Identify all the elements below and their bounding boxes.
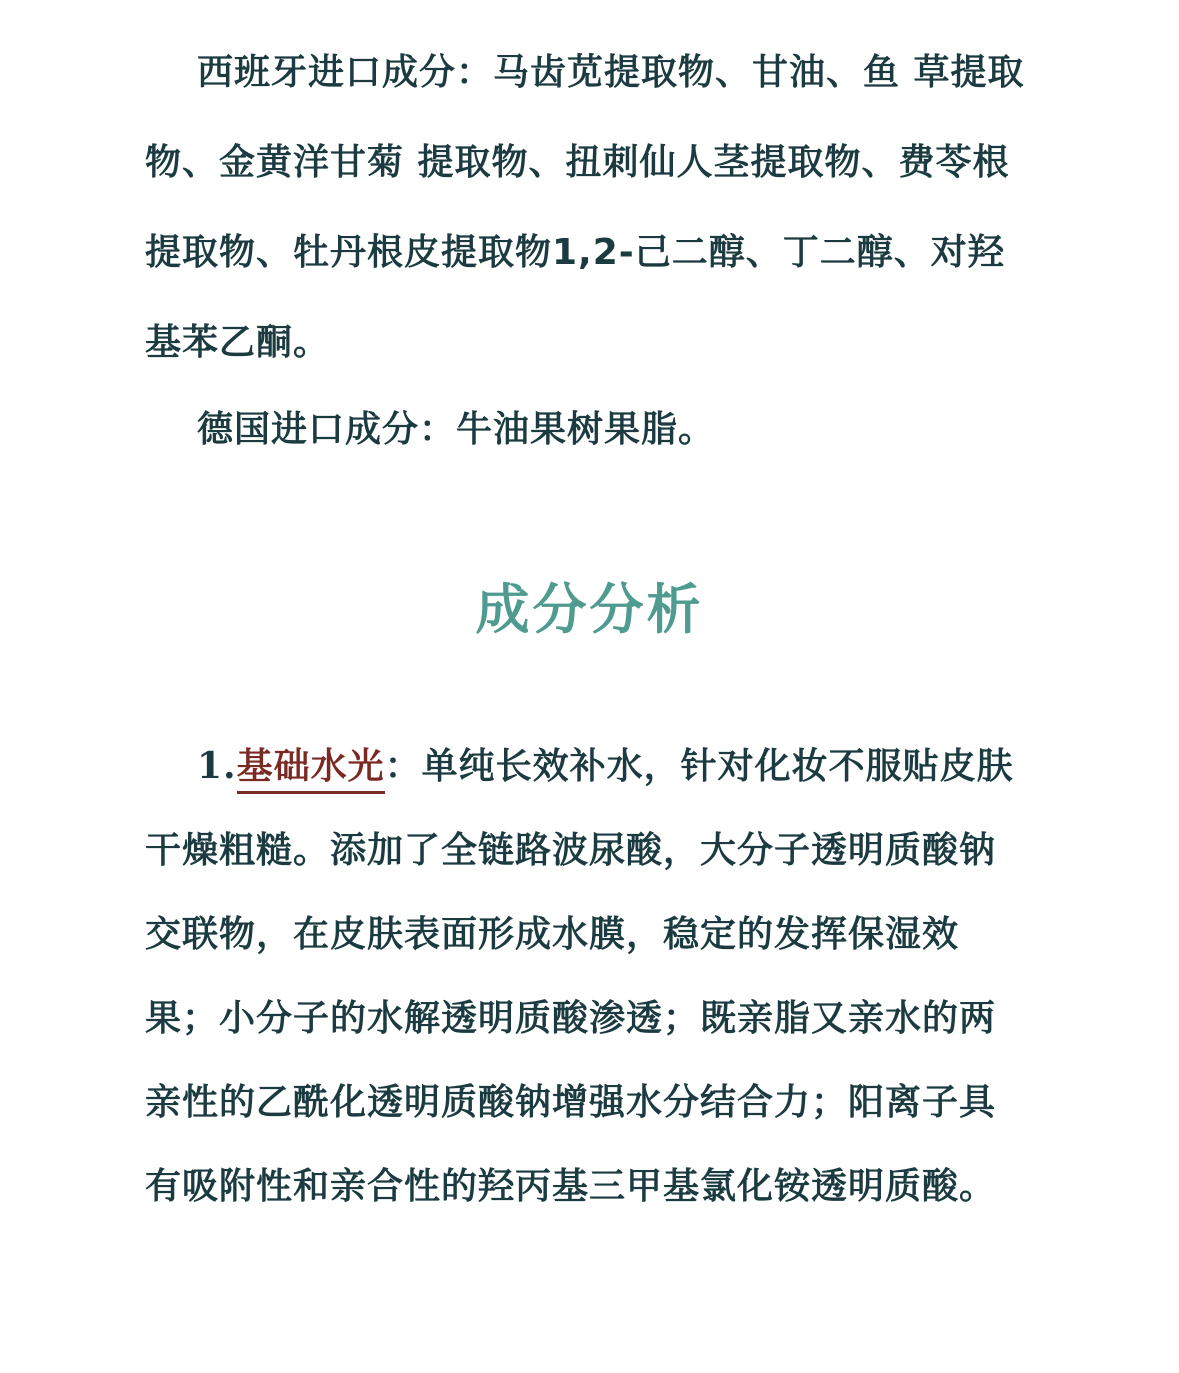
germany-ingredients-paragraph: 德国进口成分：牛油果树果脂。 — [197, 409, 716, 450]
item-body-text: 单纯长效补水，针对化妆不服贴皮肤干燥粗糙。添加了全链路波尿酸，大分子透明质酸钠交联物，在皮肤表面形成水膜，稳定的发挥保湿效果；小分子的水解透明质酸渗透；既亲脂又亲水的两亲性的乙酰化透明质酸钠增强水分结合力；阳离子具有吸附性和亲合性的羟丙基三甲基氯化铵透明质酸。 — [145, 746, 1014, 1207]
analysis-item-1 — [145, 724, 1025, 1229]
spain-ingredients-paragraph: 西班牙进口成分：马齿苋提取物、甘油、鱼 草提取物、金黄洋甘菊 提取物、扭刺仙人茎提取物、费苓根提取物、牡丹根皮提取物1,2-己二醇、丁二醇、对羟基苯乙酮。 — [145, 52, 1025, 363]
ingredients-section — [145, 28, 1025, 472]
section-title: 成分分析 — [475, 578, 704, 641]
item-number: 1. — [197, 745, 237, 787]
item-heading-highlight: 基础水光 — [237, 746, 385, 794]
analysis-item-1-paragraph — [145, 724, 1025, 1229]
item-heading-colon: ： — [384, 746, 422, 787]
